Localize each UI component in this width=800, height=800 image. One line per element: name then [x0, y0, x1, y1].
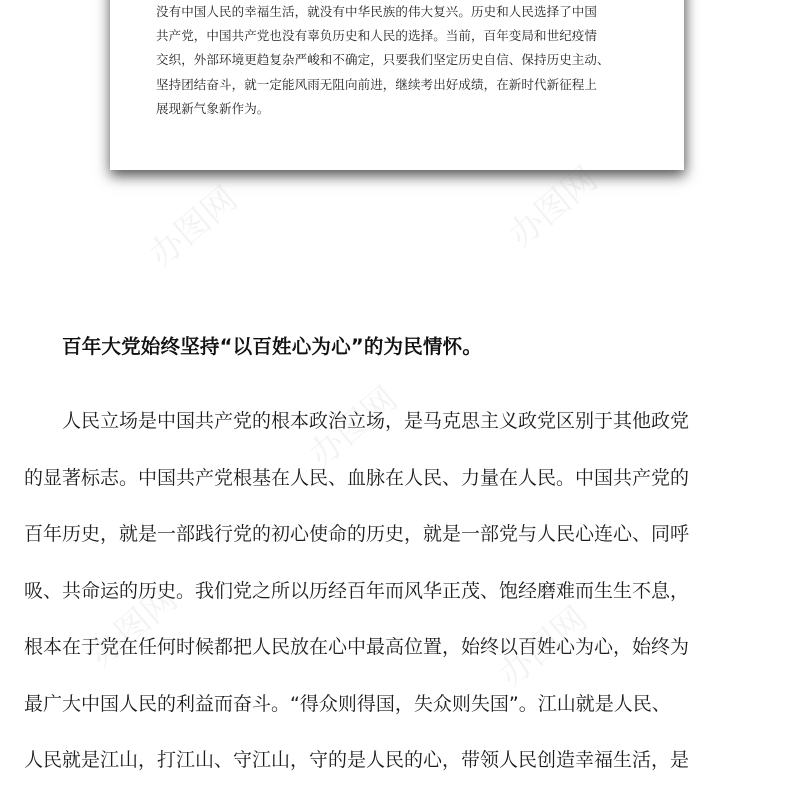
- watermark: 办图网: [491, 599, 596, 696]
- section-paragraph: [24, 393, 784, 789]
- watermark: 办图网: [301, 379, 406, 476]
- watermark: 办图网: [81, 579, 186, 676]
- paragraph-line: 人民立场是中国共产党的根本政治立场，是马克思主义政党区别于其他政党: [62, 410, 690, 432]
- card-line: 展现新气象新作为。: [156, 100, 270, 116]
- card-line: 交织，外部环境更趋复杂严峻和不确定，只要我们坚定历史自信、保持历史主动、: [156, 52, 610, 68]
- watermark: 办图网: [141, 179, 246, 276]
- paragraph-line: 百年历史，就是一部践行党的初心使命的历史，就是一部党与人民心连心、同呼: [24, 523, 690, 545]
- card-line: 坚持团结奋斗，就一定能风雨无阻向前进，继续考出好成绩，在新时代新征程上: [156, 76, 598, 92]
- paragraph-line: 的显著标志。中国共产党根基在人民、血脉在人民、力量在人民。中国共产党的: [24, 466, 690, 489]
- paragraph-line: 人民就是江山，打江山、守江山，守的是人民的心，带领人民创造幸福生活，是: [24, 749, 690, 771]
- card-line: 没有中国人民的幸福生活，就没有中华民族的伟大复兴。历史和人民选择了中国: [156, 4, 598, 19]
- watermark: 办图网: [501, 159, 606, 256]
- paragraph-line: 最广大中国人民的利益而奋斗。“得众则得国，失众则失国”。江山就是人民、: [24, 692, 671, 715]
- section-heading: 百年大党始终坚持“以百姓心为心”的为民情怀。: [62, 335, 483, 358]
- paragraph-line: 根本在于党在任何时候都把人民放在心中最高位置，始终以百姓心为心，始终为: [24, 636, 690, 658]
- paragraph-line: 吸、共命运的历史。我们党之所以历经百年而风华正茂、饱经磨难而生生不息，: [24, 579, 690, 602]
- quote-card: [110, 0, 684, 170]
- card-line: 共产党，中国共产党也没有辜负历史和人民的选择。当前，百年变局和世纪疫情: [156, 28, 598, 44]
- card-paragraph: [156, 0, 656, 121]
